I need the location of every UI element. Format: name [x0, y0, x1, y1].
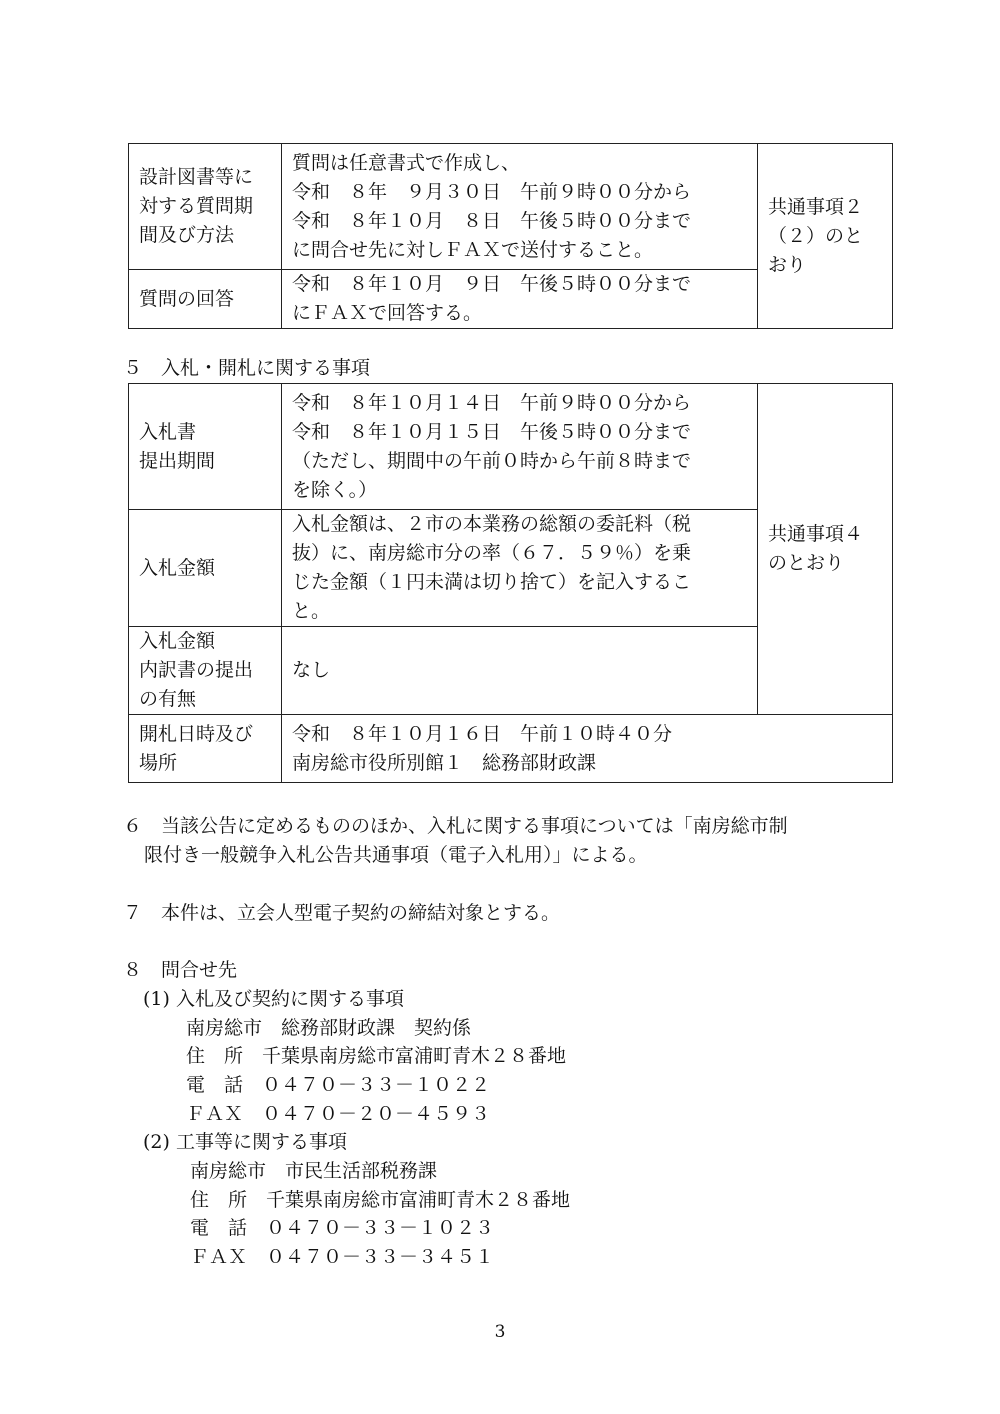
- contact-2-fax: ＦＡＸ ０４７０－３３－３４５１: [190, 1246, 495, 1268]
- bid-table: [128, 383, 893, 783]
- row-label: 設計図書等に 対する質問期 間及び方法: [129, 144, 282, 270]
- contact-2-dept: 南房総市 市民生活部税務課: [190, 1160, 438, 1182]
- table-row: [129, 384, 893, 510]
- row-content: 入札金額は、２市の本業務の総額の委託料（税 抜）に、南房総市分の率（６７．５９％）を乗 じた金額（１円未満は切り捨て）を記入するこ と。: [282, 510, 758, 627]
- contact-2-tel: 電 話 ０４７０－３３－１０２３: [190, 1217, 495, 1239]
- row-content: なし: [282, 627, 758, 715]
- table-row: [129, 715, 893, 783]
- contact-1-address: 住 所 千葉県南房総市富浦町青木２８番地: [186, 1045, 567, 1067]
- row-content: 令和 ８年１０月 ９日 午後５時００分まで にＦＡＸで回答する。: [282, 270, 758, 329]
- contact-1-title: (1) 入札及び契約に関する事項: [143, 988, 404, 1010]
- contact-1-dept: 南房総市 総務部財政課 契約係: [186, 1017, 472, 1039]
- section-7: ７ 本件は、立会人型電子契約の締結対象とする。: [123, 902, 561, 924]
- question-table: [128, 143, 893, 329]
- table-row: [129, 144, 893, 270]
- row-content: 質問は任意書式で作成し、 令和 ８年 ９月３０日 午前９時００分から 令和 ８年１０月 ８日 午後５時００分まで に問合せ先に対しＦＡＸで送付すること。: [282, 144, 758, 270]
- common-note: 共通事項４ のとおり: [758, 384, 893, 715]
- row-content: 令和 ８年１０月１６日 午前１０時４０分 南房総市役所別館１ 総務部財政課: [282, 715, 893, 783]
- section-8-heading: ８ 問合せ先: [123, 959, 238, 981]
- row-label: 入札金額: [129, 510, 282, 627]
- section-5-heading: ５ 入札・開札に関する事項: [123, 357, 371, 379]
- contact-2-address: 住 所 千葉県南房総市富浦町青木２８番地: [190, 1189, 571, 1211]
- contact-1-fax: ＦＡＸ ０４７０－２０－４５９３: [186, 1103, 491, 1125]
- contact-2-title: (2) 工事等に関する事項: [143, 1131, 347, 1153]
- section-6-line-2: 限付き一般競争入札公告共通事項（電子入札用）」による。: [144, 844, 648, 866]
- page-number: 3: [494, 1322, 506, 1342]
- row-label: 開札日時及び 場所: [129, 715, 282, 783]
- section-6-line-1: ６ 当該公告に定めるもののほか、入札に関する事項については「南房総市制: [123, 815, 788, 837]
- row-label: 質問の回答: [129, 270, 282, 329]
- contact-1-tel: 電 話 ０４７０－３３－１０２２: [186, 1074, 491, 1096]
- row-content: 令和 ８年１０月１４日 午前９時００分から 令和 ８年１０月１５日 午後５時００分まで （ただし、期間中の午前０時から午前８時まで を除く。）: [282, 384, 758, 510]
- common-note: 共通事項２ （２）のと おり: [758, 144, 893, 329]
- row-label: 入札書 提出期間: [129, 384, 282, 510]
- row-label: 入札金額 内訳書の提出 の有無: [129, 627, 282, 715]
